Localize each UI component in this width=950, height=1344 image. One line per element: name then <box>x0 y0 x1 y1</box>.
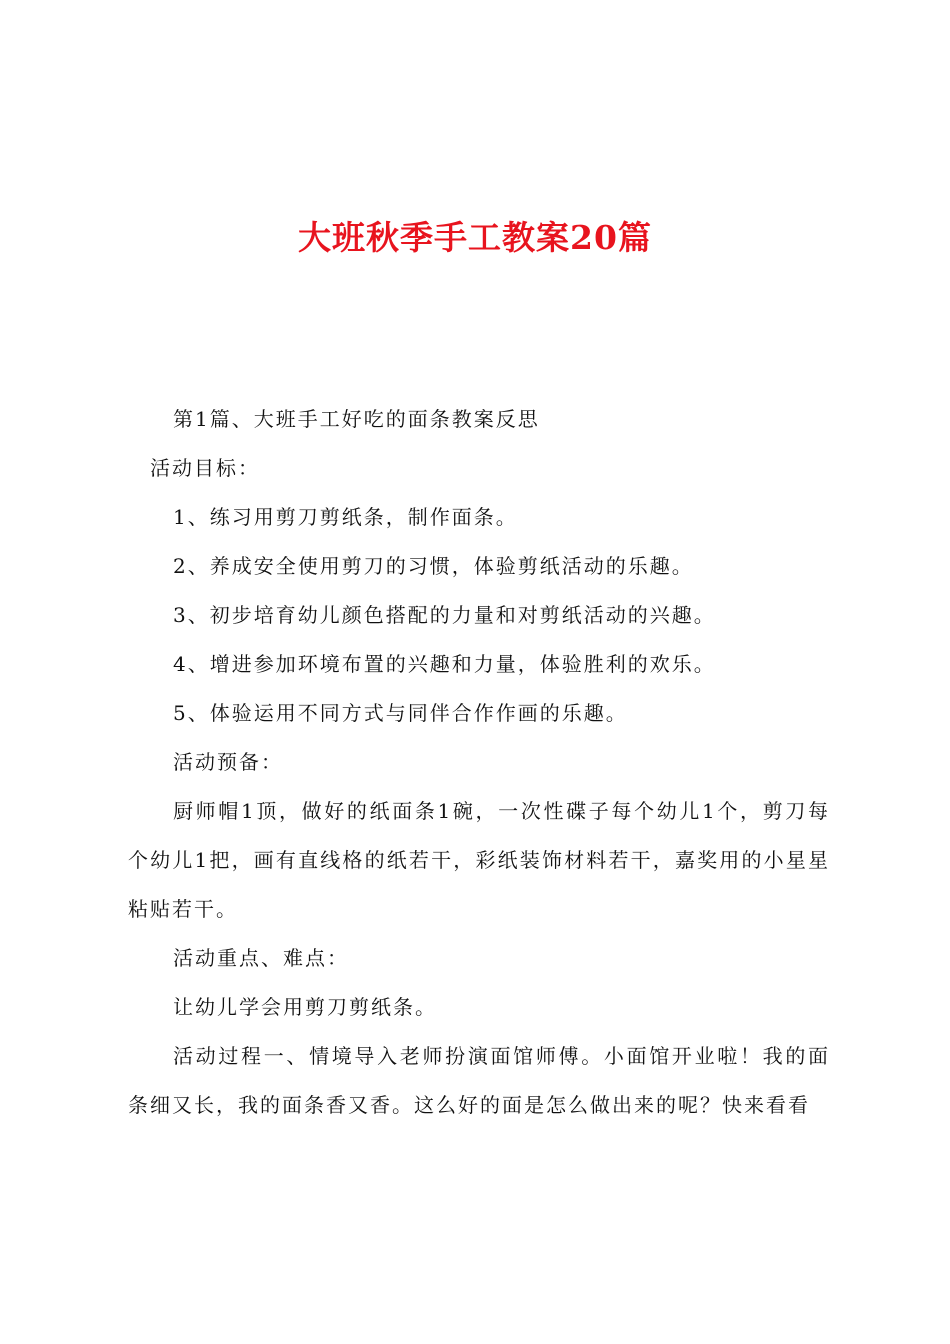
goals-heading: 活动目标： <box>150 456 260 480</box>
goal-item: 4、增进参加环境布置的兴趣和力量，体验胜利的欢乐。 <box>173 652 716 676</box>
goal-item: 1、练习用剪刀剪纸条，制作面条。 <box>173 505 518 529</box>
goal-item: 3、初步培育幼儿颜色搭配的力量和对剪纸活动的兴趣。 <box>173 603 716 627</box>
document-body <box>128 395 830 1130</box>
prep-paragraph: 厨师帽1顶，做好的纸面条1碗，一次性碟子每个幼儿1个，剪刀每个幼儿1把，画有直线格的纸若干，彩纸装饰材料若干，嘉奖用的小星星粘贴若干。 <box>128 799 830 921</box>
goal-item: 2、养成安全使用剪刀的习惯，体验剪纸活动的乐趣。 <box>173 554 694 578</box>
key-paragraph: 让幼儿学会用剪刀剪纸条。 <box>173 995 437 1019</box>
document-title: 大班秋季手工教案20篇 <box>298 218 652 257</box>
prep-heading: 活动预备： <box>173 750 283 774</box>
goal-item: 5、体验运用不同方式与同伴合作作画的乐趣。 <box>173 701 628 725</box>
section-heading: 第1篇、大班手工好吃的面条教案反思 <box>173 407 540 431</box>
process-paragraph: 活动过程一、情境导入老师扮演面馆师傅。小面馆开业啦！我的面条细又长，我的面条香又香。这么好的面是怎么做出来的呢？快来看看 <box>128 1044 830 1117</box>
key-heading: 活动重点、难点： <box>173 946 349 970</box>
